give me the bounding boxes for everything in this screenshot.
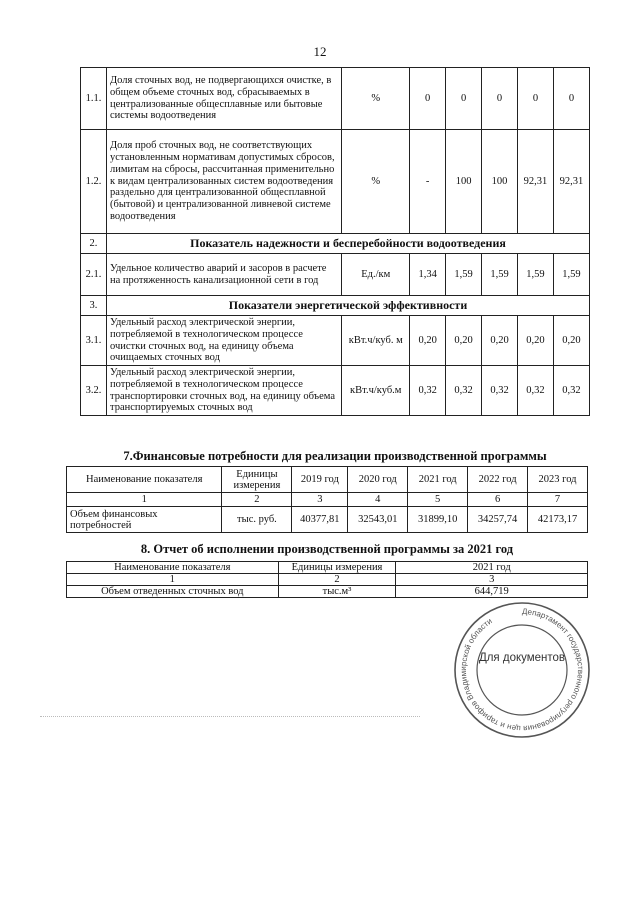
report-index-row [67, 574, 588, 586]
indicator-value: 0,32 [553, 366, 589, 416]
section-row [81, 234, 590, 254]
row-number: 3.1. [81, 316, 107, 366]
fin-data-cell: 32543,01 [348, 507, 408, 533]
indicator-unit: % [342, 68, 410, 130]
indicator-description: Удельный расход электрической энергии, потребляемой в технологическом процессе очистки сточных вод, на единицу объема очищаемых сточных вод [106, 316, 341, 366]
financial-needs-table [66, 466, 588, 533]
row-number: 2.1. [81, 254, 107, 296]
fin-data-cell: Объем финансовых потребностей [67, 507, 222, 533]
indicator-value: 0,32 [482, 366, 518, 416]
indicator-value: 92,31 [553, 130, 589, 234]
section-title: Показатели энергетической эффективности [106, 296, 589, 316]
indicator-value: 0,20 [446, 316, 482, 366]
indicator-value: 1,59 [446, 254, 482, 296]
indicator-row [81, 254, 590, 296]
report-data-cell: 644,719 [396, 586, 588, 598]
indicator-value: 0,20 [517, 316, 553, 366]
section-row [81, 296, 590, 316]
fin-index-cell: 4 [348, 493, 408, 507]
row-number: 2. [81, 234, 107, 254]
report-header-cell: Единицы измерения [278, 562, 396, 574]
stamp-center-text: Для документов [478, 652, 566, 664]
indicator-unit: Ед./км [342, 254, 410, 296]
stamp-ring-text: Департамент государственного регулирования цен и тарифов Владимирской области [458, 606, 585, 734]
fin-index-cell: 1 [67, 493, 222, 507]
fin-header-cell: 2020 год [348, 467, 408, 493]
indicator-unit: кВт.ч/куб.м [342, 366, 410, 416]
indicator-value: 100 [446, 130, 482, 234]
indicator-unit: кВт.ч/куб. м [342, 316, 410, 366]
indicator-value: 1,59 [482, 254, 518, 296]
report-index-cell: 1 [67, 574, 279, 586]
section-7-heading: 7.Финансовые потребности для реализации производственной программы [123, 449, 547, 463]
report-data-cell: Объем отведенных сточных вод [67, 586, 279, 598]
indicator-value: - [410, 130, 446, 234]
fin-data-row [67, 507, 588, 533]
indicator-unit: % [342, 130, 410, 234]
indicators-table [80, 67, 590, 416]
fin-index-row [67, 493, 588, 507]
indicator-value: 0 [517, 68, 553, 130]
indicator-description: Доля проб сточных вод, не соответствующих установленным нормативам допустимых сбросов, лимитам на сбросы, рассчитанная применительно к видам централизованных систем водоотведения раздельно для централизованной общесплавной (бытовой) и централизованной ливневой системе водоотведения [106, 130, 341, 234]
row-number: 3.2. [81, 366, 107, 416]
fin-data-cell: тыс. руб. [222, 507, 292, 533]
indicator-value: 0,20 [482, 316, 518, 366]
indicator-value: 92,31 [517, 130, 553, 234]
indicator-row [81, 130, 590, 234]
indicator-value: 0 [446, 68, 482, 130]
indicator-value: 0,20 [553, 316, 589, 366]
fin-data-cell: 42173,17 [528, 507, 588, 533]
report-header-cell: Наименование показателя [67, 562, 279, 574]
section-title: Показатель надежности и бесперебойности водоотведения [106, 234, 589, 254]
fin-data-cell: 31899,10 [408, 507, 468, 533]
indicator-description: Доля сточных вод, не подвергающихся очистке, в общем объеме сточных вод, сбрасываемых в централизованные общесплавные или бытовые системы водоотведения [106, 68, 341, 130]
row-number: 3. [81, 296, 107, 316]
official-stamp-icon [452, 600, 592, 740]
fin-header-cell: 2021 год [408, 467, 468, 493]
indicator-row [81, 316, 590, 366]
indicator-value: 1,59 [553, 254, 589, 296]
indicator-value: 0,32 [517, 366, 553, 416]
indicator-row [81, 366, 590, 416]
indicator-value: 0 [482, 68, 518, 130]
fin-index-cell: 5 [408, 493, 468, 507]
fin-header-cell: 2019 год [292, 467, 348, 493]
report-header-row [67, 562, 588, 574]
fin-header-cell: Единицы измерения [222, 467, 292, 493]
indicator-value: 0,32 [410, 366, 446, 416]
fin-header-row [67, 467, 588, 493]
indicator-value: 0,20 [410, 316, 446, 366]
indicator-row [81, 68, 590, 130]
section-8-heading: 8. Отчет об исполнении производственной программы за 2021 год [140, 542, 514, 556]
faint-dotted-line [40, 716, 420, 717]
page-number: 12 [313, 44, 327, 59]
fin-index-cell: 3 [292, 493, 348, 507]
fin-data-cell: 34257,74 [468, 507, 528, 533]
indicator-value: 100 [482, 130, 518, 234]
indicator-description: Удельный расход электрической энергии, потребляемой в технологическом процессе транспортировки сточных вод, на единицу объема транспортируемых сточных вод [106, 366, 341, 416]
indicator-value: 0 [410, 68, 446, 130]
indicator-value: 0,32 [446, 366, 482, 416]
report-index-cell: 2 [278, 574, 396, 586]
indicator-value: 0 [553, 68, 589, 130]
fin-header-cell: 2023 год [528, 467, 588, 493]
stamp-outer-ring [455, 603, 589, 737]
report-data-row [67, 586, 588, 598]
report-index-cell: 3 [396, 574, 588, 586]
fin-index-cell: 2 [222, 493, 292, 507]
indicator-description: Удельное количество аварий и засоров в расчете на протяженность канализационной сети в год [106, 254, 341, 296]
fin-index-cell: 7 [528, 493, 588, 507]
report-header-cell: 2021 год [396, 562, 588, 574]
fin-data-cell: 40377,81 [292, 507, 348, 533]
report-table [66, 561, 588, 598]
fin-header-cell: 2022 год [468, 467, 528, 493]
fin-header-cell: Наименование показателя [67, 467, 222, 493]
fin-index-cell: 6 [468, 493, 528, 507]
stamp-inner-ring [477, 625, 567, 715]
row-number: 1.2. [81, 130, 107, 234]
indicator-value: 1,34 [410, 254, 446, 296]
indicator-value: 1,59 [517, 254, 553, 296]
row-number: 1.1. [81, 68, 107, 130]
report-data-cell: тыс.м³ [278, 586, 396, 598]
